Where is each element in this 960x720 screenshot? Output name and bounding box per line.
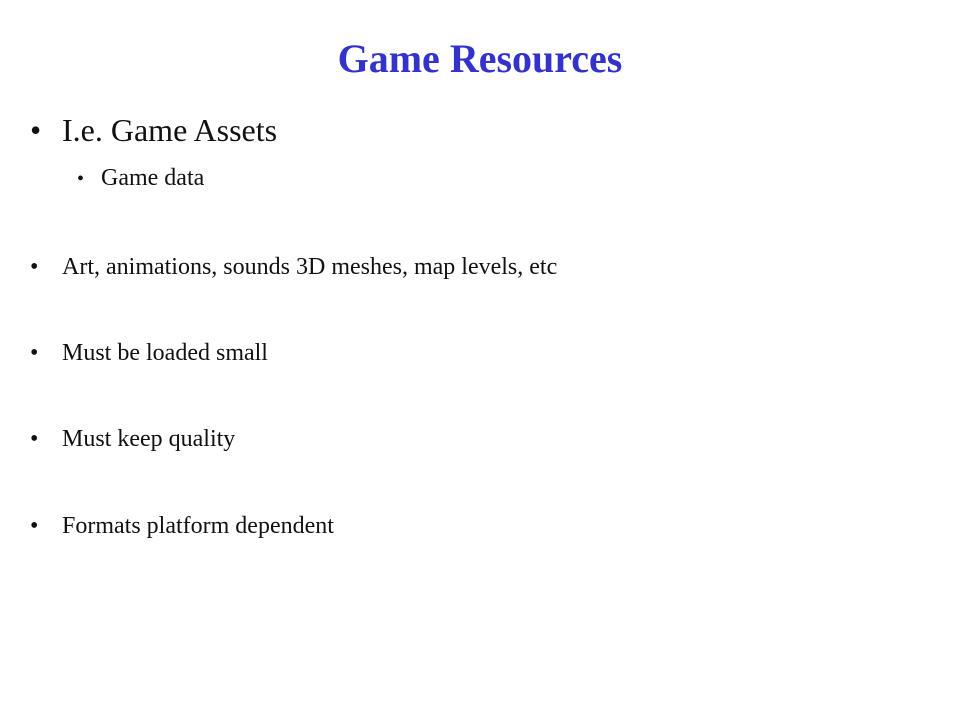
- bullet-item: [30, 511, 334, 541]
- sub-bullet-text: Game data: [101, 165, 205, 191]
- bullet-text: Formats platform dependent: [62, 513, 334, 539]
- bullet-icon: •: [30, 112, 42, 148]
- bullet-icon: •: [30, 513, 39, 539]
- bullet-icon: •: [30, 340, 39, 366]
- bullet-text: I.e. Game Assets: [62, 112, 278, 148]
- sub-bullet-item: [77, 163, 204, 194]
- bullet-item: [30, 338, 268, 368]
- bullet-item: [30, 424, 235, 454]
- bullet-item: [30, 252, 557, 282]
- bullet-icon: •: [30, 254, 39, 280]
- bullet-icon: •: [30, 426, 39, 452]
- slide-title: Game Resources: [337, 36, 623, 81]
- bullet-icon: •: [77, 168, 85, 190]
- bullet-item: [30, 110, 277, 150]
- bullet-text: Must be loaded small: [62, 340, 268, 366]
- bullet-text: Art, animations, sounds 3D meshes, map levels, etc: [62, 254, 558, 280]
- bullet-text: Must keep quality: [62, 426, 236, 452]
